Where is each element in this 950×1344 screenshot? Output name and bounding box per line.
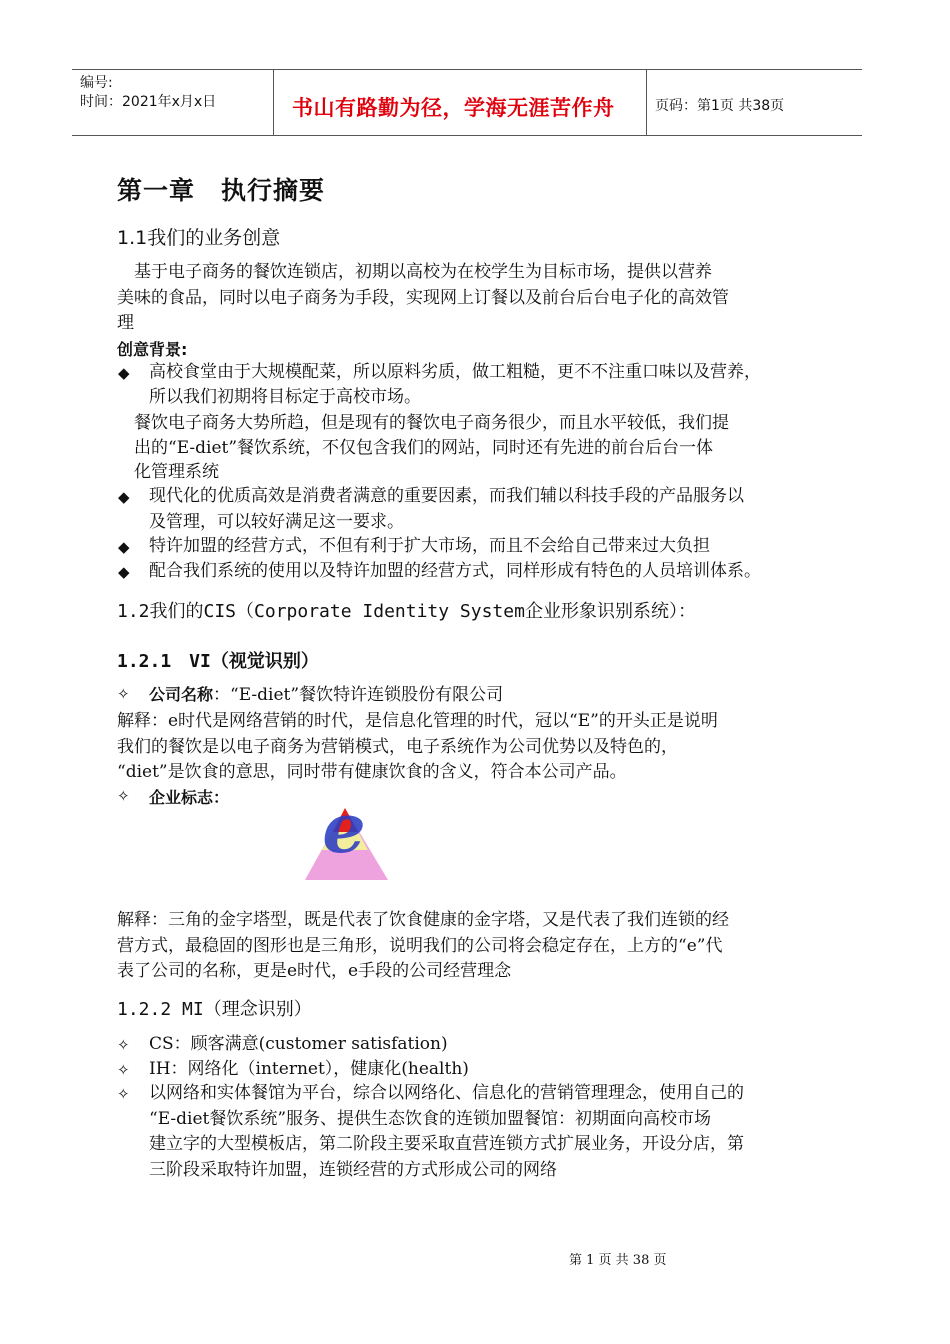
header-bottom-rule — [72, 135, 862, 136]
mi-item-2: IH：网络化（internet），健康化(health) — [149, 1059, 469, 1079]
bg-plain-line-2: 出的“E-diet”餐饮系统，不仅包含我们的网站，同时还有先进的前台后台一体 — [134, 438, 714, 458]
bg-plain-line-1: 餐饮电子商务大势所趋，但是现有的餐饮电子商务很少，而且水平较低，我们提 — [134, 413, 729, 433]
logo-label: 企业标志： — [149, 788, 230, 807]
serial-label: 编号: — [80, 75, 113, 91]
motto: 书山有路勤为径，学海无涯苦作舟 — [292, 96, 615, 120]
header-divider-right — [646, 69, 647, 136]
page-footer: 第 1 页 共 38 页 — [569, 1253, 667, 1268]
bg-item-4: 配合我们系统的使用以及特许加盟的经营方式，同样形成有特色的人员培训体系。 — [149, 561, 761, 581]
explain-1-line-3: “diet”是饮食的意思，同时带有健康饮食的含义，符合本公司产品。 — [117, 762, 627, 782]
explain-2-line-1: 解释：三角的金字塔型，既是代表了饮食健康的金字塔，又是代表了我们连锁的经 — [117, 910, 729, 930]
star-bullet-icon: ✧ — [117, 1036, 130, 1054]
bg-item-1-line-1: 高校食堂由于大规模配菜，所以原料劣质，做工粗糙，更不不注重口味以及营养， — [149, 362, 761, 382]
section-1-1-heading: 1.1我们的业务创意 — [117, 227, 281, 249]
mi-item-3-line-3: 建立字的大型模板店，第二阶段主要采取直营连锁方式扩展业务，开设分店，第 — [149, 1134, 744, 1154]
section-1-2-1-heading: 1.2.1 VI（视觉识别） — [117, 651, 319, 672]
bg-item-3: 特许加盟的经营方式，不但有利于扩大市场，而且不会给自己带来过大负担 — [149, 536, 710, 556]
mi-item-1: CS：顾客满意(customer satisfation) — [149, 1034, 448, 1054]
explain-2-line-2: 营方式，最稳固的图形也是三角形，说明我们的公司将会稳定存在，上方的“e”代 — [117, 936, 723, 956]
diamond-bullet-icon: ◆ — [118, 488, 130, 506]
star-bullet-icon: ✧ — [117, 1061, 130, 1079]
explain-1-line-1: 解释：e时代是网络营销的时代，是信息化管理的时代，冠以“E”的开头正是说明 — [117, 711, 718, 731]
mi-item-3-line-1: 以网络和实体餐馆为平台，综合以网络化、信息化的营销管理理念，使用自己的 — [149, 1083, 744, 1103]
diamond-bullet-icon: ◆ — [118, 563, 130, 581]
chapter-title: 第一章 执行摘要 — [117, 176, 326, 205]
bg-item-2-line-2: 及管理，可以较好满足这一要求。 — [149, 512, 404, 532]
star-bullet-icon: ✧ — [117, 685, 130, 703]
bg-plain-line-3: 化管理系统 — [134, 462, 219, 482]
company-name-line — [149, 682, 503, 708]
company-logo — [300, 800, 392, 882]
mi-item-3-line-4: 三阶段采取特许加盟，连锁经营的方式形成公司的网络 — [149, 1160, 557, 1180]
company-name-value: ：“E-diet”餐饮特许连锁股份有限公司 — [213, 685, 504, 705]
bg-item-2-line-1: 现代化的优质高效是消费者满意的重要因素，而我们辅以科技手段的产品服务以 — [149, 486, 744, 506]
company-name-label: 公司名称 — [149, 685, 214, 704]
header-divider-left — [273, 69, 274, 136]
intro-line-2: 美味的食品，同时以电子商务为手段，实现网上订餐以及前台后台电子化的高效管 — [117, 288, 729, 308]
diamond-bullet-icon: ◆ — [118, 364, 130, 382]
intro-line-3: 理 — [117, 313, 134, 333]
logo-letter: e — [322, 800, 366, 869]
section-1-2-2-heading: 1.2.2 MI（理念识别） — [117, 999, 312, 1020]
header-top-rule — [72, 69, 862, 70]
bg-item-1-line-2: 所以我们初期将目标定于高校市场。 — [149, 387, 421, 407]
mi-item-3-line-2: “E-diet餐饮系统”服务、提供生态饮食的连锁加盟餐馆：初期面向高校市场 — [149, 1109, 712, 1129]
intro-line-1: 基于电子商务的餐饮连锁店，初期以高校为在校学生为目标市场，提供以营养 — [117, 262, 712, 282]
page-label: 页码：第1页 共38页 — [655, 98, 785, 114]
star-bullet-icon: ✧ — [117, 1085, 130, 1103]
diamond-bullet-icon: ◆ — [118, 538, 130, 556]
section-1-2-heading: 1.2我们的CIS（Corporate Identity System企业形象识别系统）： — [117, 601, 696, 622]
time-label: 时间：2021年x月x日 — [80, 94, 217, 110]
background-label: 创意背景: — [117, 340, 188, 359]
explain-1-line-2: 我们的餐饮是以电子商务为营销模式，电子系统作为公司优势以及特色的， — [117, 737, 678, 757]
star-bullet-icon: ✧ — [117, 787, 130, 805]
explain-2-line-3: 表了公司的名称，更是e时代，e手段的公司经营理念 — [117, 961, 512, 981]
